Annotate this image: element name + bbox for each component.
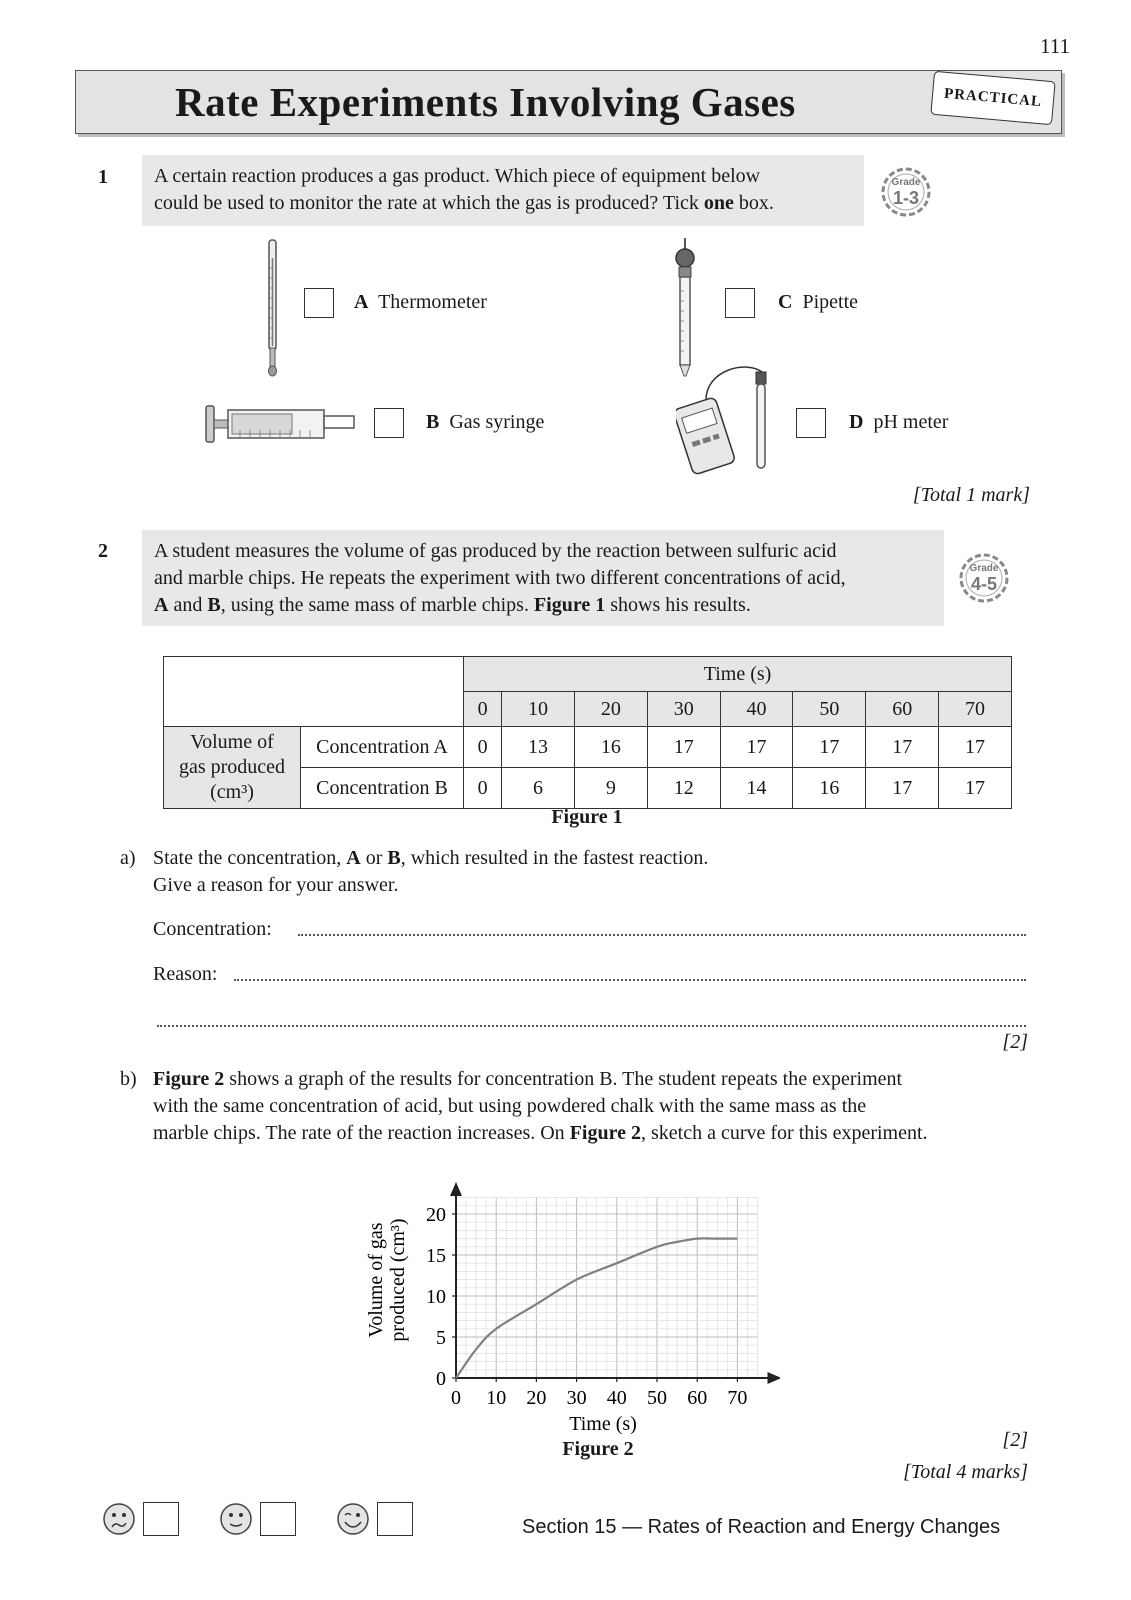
time-cell: 0	[464, 692, 502, 727]
x-tick-label: 20	[526, 1387, 547, 1409]
x-tick-label: 10	[486, 1387, 507, 1409]
table-cell: 17	[939, 768, 1012, 809]
part-b-question: Figure 2 shows a graph of the results for concentration B. The student repeats the experiment with the same concentration of acid, but using powdered chalk with the same mass as the marble chips. The rate of the reaction increases. On Figure 2, sketch a curve for this experiment.	[153, 1068, 928, 1144]
x-tick-label: 30	[566, 1387, 587, 1409]
option-d-tickbox[interactable]	[796, 408, 826, 438]
time-cell: 60	[866, 692, 939, 727]
option-a-tickbox[interactable]	[304, 288, 334, 318]
y-tick-label: 10	[426, 1286, 446, 1308]
question-2-text	[142, 530, 944, 626]
gas-syringe-icon	[200, 402, 360, 446]
table-cell: 0	[464, 768, 502, 809]
figure-2-caption: Figure 2	[562, 1438, 634, 1460]
table-cell: 17	[647, 727, 720, 768]
table-cell: 13	[502, 727, 575, 768]
neutral-face-checkbox[interactable]	[260, 1502, 296, 1536]
table-cell: 17	[866, 727, 939, 768]
option-c-label: C Pipette	[778, 291, 858, 313]
table-cell: 12	[647, 768, 720, 809]
table-cell: 16	[793, 768, 866, 809]
question-2-line-1: A student measures the volume of gas produced by the reaction between sulfuric acid	[154, 540, 837, 562]
page-title: Rate Experiments Involving Gases	[175, 79, 796, 125]
y-tick-label: 20	[426, 1204, 446, 1226]
time-header: Time (s)	[464, 657, 1012, 692]
x-tick-label: 0	[451, 1387, 461, 1409]
x-tick-label: 50	[647, 1387, 667, 1409]
volume-row-header: Volume of gas produced (cm³)	[164, 727, 301, 809]
concentration-answer-line[interactable]	[298, 934, 1026, 936]
option-b-label: B Gas syringe	[426, 411, 545, 433]
grade-4-5-badge-icon	[958, 552, 1010, 604]
option-c-tickbox[interactable]	[725, 288, 755, 318]
table-cell: 17	[793, 727, 866, 768]
y-axis-arrow	[450, 1182, 462, 1196]
thermometer-icon	[260, 238, 286, 378]
part-b-marks: [2]	[1002, 1429, 1028, 1451]
table-cell: 17	[866, 768, 939, 809]
reason-label: Reason:	[153, 963, 218, 985]
y-axis-label-line-1: Volume of gas	[365, 1222, 387, 1338]
concentration-a-label: Concentration A	[301, 727, 464, 768]
neutral-face-icon	[219, 1502, 253, 1536]
grade-word: Grade	[891, 177, 921, 188]
time-cell: 70	[939, 692, 1012, 727]
section-footer: Section 15 — Rates of Reaction and Energy Changes	[522, 1516, 1001, 1538]
x-tick-label: 60	[687, 1387, 708, 1409]
question-2-line-2: and marble chips. He repeats the experiment with two different concentrations of acid,	[154, 567, 846, 589]
y-axis-label-line-2: produced (cm³)	[387, 1218, 409, 1342]
part-a-marks: [2]	[1002, 1031, 1028, 1053]
x-tick-label: 70	[727, 1387, 748, 1409]
grade-word: Grade	[969, 563, 999, 574]
x-axis-arrow	[768, 1372, 781, 1384]
question-1-total: [Total 1 mark]	[912, 484, 1030, 506]
part-a-label: a)	[120, 847, 136, 869]
option-b-tickbox[interactable]	[374, 408, 404, 438]
question-1-number: 1	[98, 166, 108, 188]
table-cell: 6	[502, 768, 575, 809]
concentration-label: Concentration:	[153, 918, 272, 940]
part-a-question: State the concentration, A or B, which resulted in the fastest reaction. Give a reason for your answer.	[153, 847, 709, 896]
y-tick-label: 15	[426, 1245, 446, 1267]
question-2-line-3: A and B, using the same mass of marble chips. Figure 1 shows his results.	[154, 594, 751, 616]
pipette-icon	[668, 236, 702, 378]
question-2-total: [Total 4 marks]	[903, 1461, 1028, 1483]
table-cell: 17	[939, 727, 1012, 768]
time-cell: 20	[574, 692, 647, 727]
x-axis-label: Time (s)	[569, 1413, 637, 1435]
happy-face-checkbox[interactable]	[377, 1502, 413, 1536]
table-cell: 17	[720, 727, 793, 768]
chart-grid	[456, 1198, 758, 1378]
time-cell: 30	[647, 692, 720, 727]
practical-badge: PRACTICAL	[930, 71, 1055, 125]
figure-1-table	[163, 656, 1012, 809]
figure-2-chart[interactable]	[350, 1172, 780, 1442]
grade-range: 1-3	[892, 188, 920, 208]
table-cell: 9	[574, 768, 647, 809]
table-cell: 0	[464, 727, 502, 768]
question-1-line-2: could be used to monitor the rate at which the gas is produced? Tick one box.	[154, 192, 774, 214]
table-row	[164, 727, 1012, 768]
grade-1-3-badge-icon	[880, 166, 932, 218]
ph-meter-icon	[676, 360, 780, 480]
time-cell: 40	[720, 692, 793, 727]
table-cell: 14	[720, 768, 793, 809]
sad-face-icon	[102, 1502, 136, 1536]
option-a-label: A Thermometer	[354, 291, 487, 313]
reason-answer-line-2[interactable]	[157, 1025, 1026, 1027]
table-blank-corner	[164, 657, 464, 727]
y-tick-label: 5	[436, 1327, 446, 1349]
x-tick-label: 40	[606, 1387, 627, 1409]
grade-range: 4-5	[970, 574, 998, 594]
concentration-b-label: Concentration B	[301, 768, 464, 809]
question-2-number: 2	[98, 540, 108, 562]
option-d-label: D pH meter	[849, 411, 949, 433]
question-1-line-1: A certain reaction produces a gas product. Which piece of equipment below	[154, 165, 761, 187]
time-cell: 50	[793, 692, 866, 727]
figure-1-caption: Figure 1	[551, 806, 623, 828]
time-cell: 10	[502, 692, 575, 727]
y-tick-label: 0	[436, 1368, 446, 1390]
table-cell: 16	[574, 727, 647, 768]
page-number: 111	[1040, 34, 1070, 58]
sad-face-checkbox[interactable]	[143, 1502, 179, 1536]
happy-face-icon	[336, 1502, 370, 1536]
part-b-label: b)	[120, 1068, 137, 1090]
question-1-text	[142, 155, 864, 226]
reason-answer-line[interactable]	[234, 979, 1026, 981]
